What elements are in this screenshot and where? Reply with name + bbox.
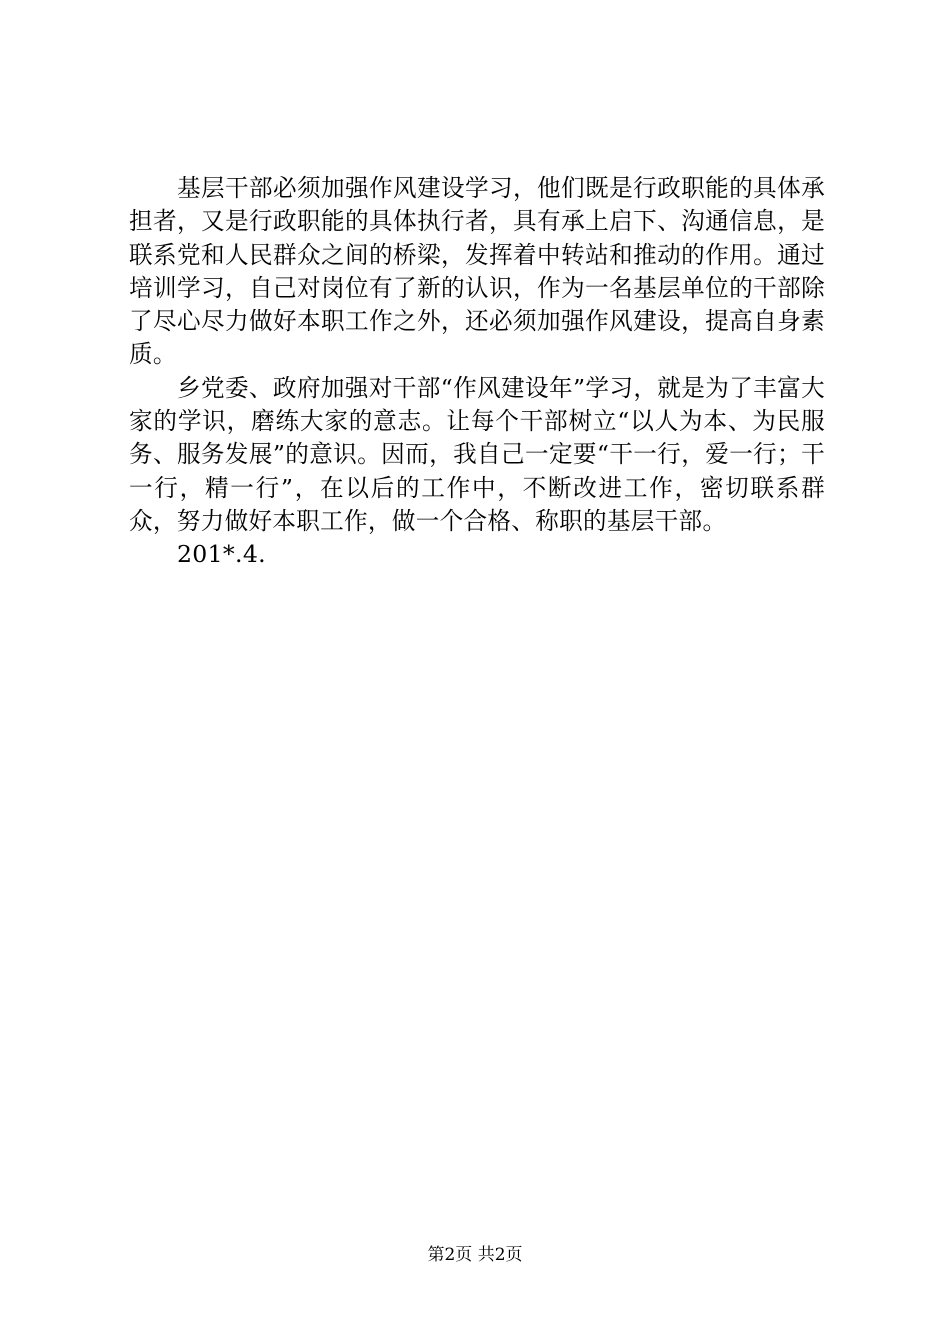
paragraph-2: 乡党委、政府加强对干部“作风建设年”学习，就是为了丰富大家的学识，磨练大家的意志。让每个干部树立“以人为本、为民服务、服务发展”的意识。因而，我自己一定要“干一行，爱一行；干一行，精一行”，在以后的工作中，不断改进工作，密切联系群众，努力做好本职工作，做一个合格、称职的基层干部。 (129, 373, 825, 535)
page-footer: 第2页 共2页 (427, 1245, 523, 1265)
document-date: 201*.4. (177, 540, 266, 569)
paragraph-1: 基层干部必须加强作风建设学习，他们既是行政职能的具体承担者，又是行政职能的具体执行者，具有承上启下、沟通信息，是联系党和人民群众之间的桥梁，发挥着中转站和推动的作用。通过培训学习，自己对岗位有了新的认识，作为一名基层单位的干部除了尽心尽力做好本职工作之外，还必须加强作风建设，提高自身素质。 (129, 174, 825, 369)
document-body (129, 172, 825, 572)
